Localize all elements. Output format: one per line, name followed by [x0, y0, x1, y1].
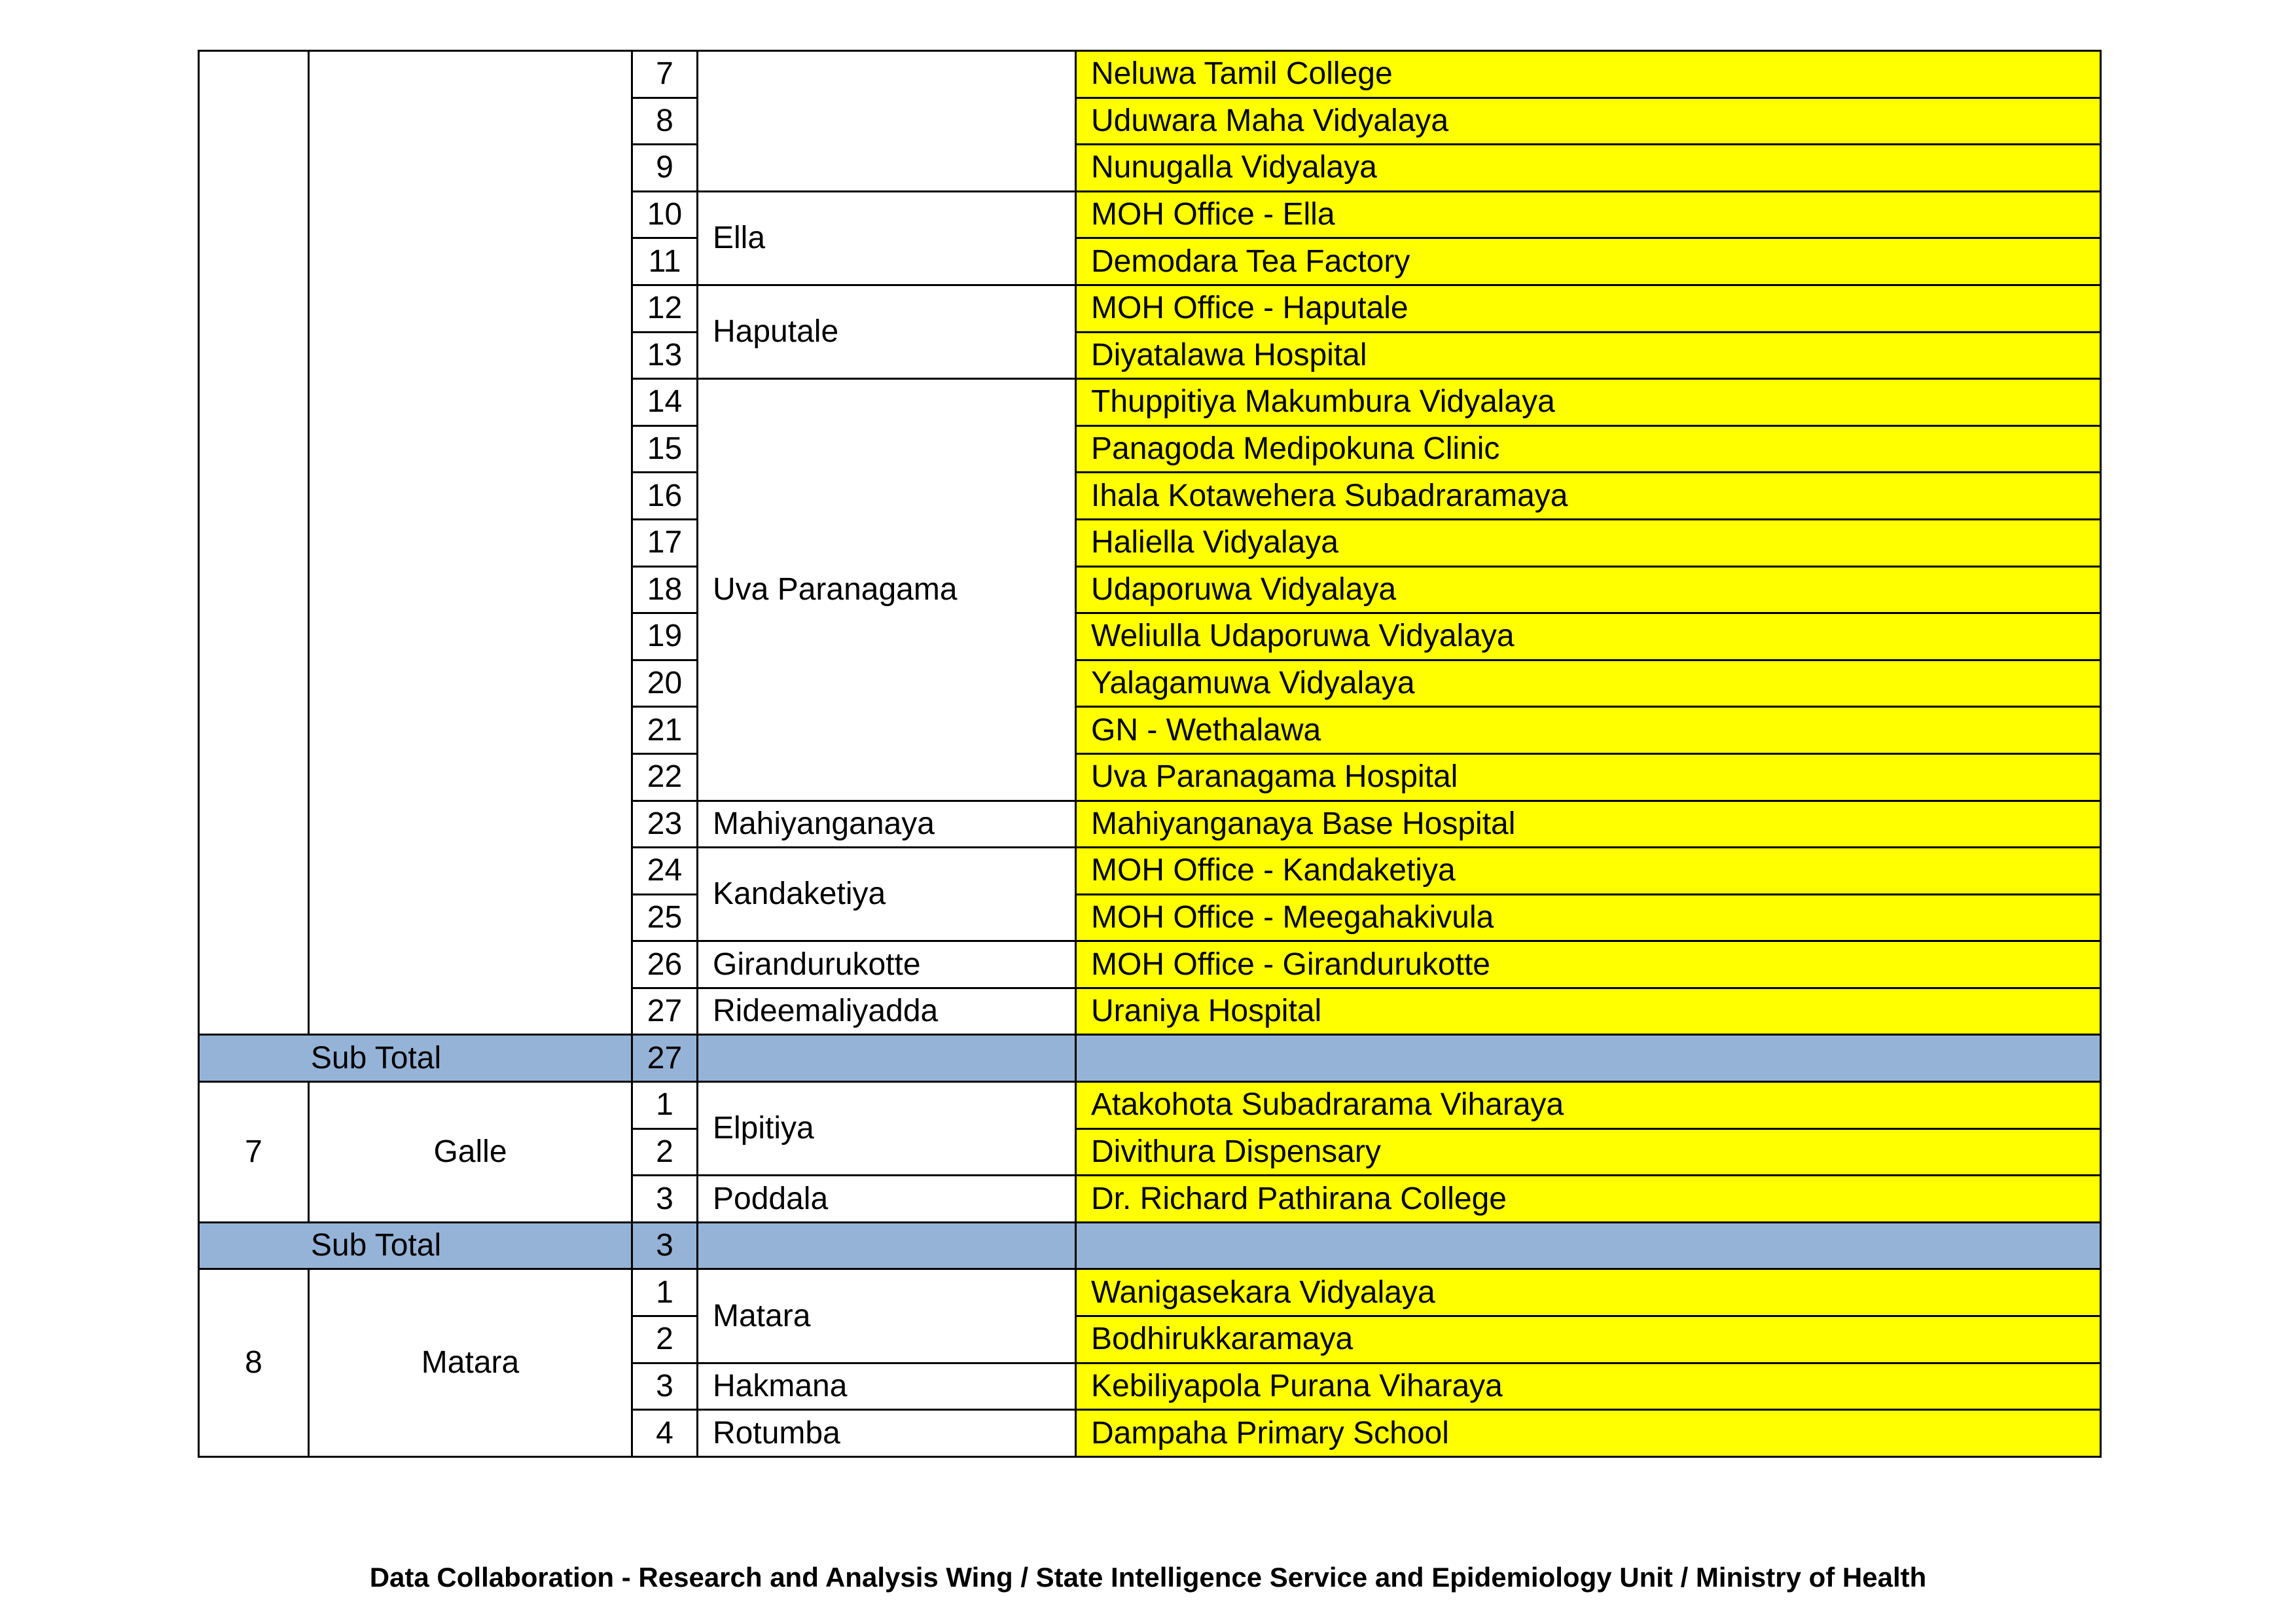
row-number: 19 — [632, 613, 698, 660]
location-cell: GN - Wethalawa — [1076, 707, 2101, 754]
location-cell: Ihala Kotawehera Subadraramaya — [1076, 473, 2101, 520]
moh-area-cell: Uva Paranagama — [698, 379, 1076, 801]
row-number: 4 — [632, 1410, 698, 1457]
location-cell: Bodhirukkaramaya — [1076, 1316, 2101, 1363]
location-cell: Kebiliyapola Purana Viharaya — [1076, 1363, 2101, 1410]
moh-area-cell: Elpitiya — [698, 1082, 1076, 1176]
row-number: 18 — [632, 566, 698, 613]
moh-area-cell: Girandurukotte — [698, 941, 1076, 988]
vaccination-centres-table — [198, 50, 2102, 1458]
province-no-cell: 7 — [199, 1082, 309, 1223]
province-no-cell: 8 — [199, 1269, 309, 1456]
row-number: 3 — [632, 1176, 698, 1223]
location-cell: MOH Office - Girandurukotte — [1076, 941, 2101, 988]
location-cell: Udaporuwa Vidyalaya — [1076, 566, 2101, 613]
row-number: 2 — [632, 1316, 698, 1363]
table-row — [199, 1269, 2101, 1316]
row-number: 10 — [632, 191, 698, 238]
row-number: 7 — [632, 51, 698, 98]
subtotal-count: 27 — [632, 1035, 698, 1082]
location-cell: Wanigasekara Vidyalaya — [1076, 1269, 2101, 1316]
location-cell: Mahiyanganaya Base Hospital — [1076, 801, 2101, 848]
row-number: 22 — [632, 753, 698, 801]
row-number: 13 — [632, 332, 698, 379]
row-number: 17 — [632, 519, 698, 566]
moh-area-cell: Rotumba — [698, 1410, 1076, 1457]
province-no-cell — [199, 51, 309, 1035]
subtotal-row — [199, 1222, 2101, 1269]
row-number: 25 — [632, 894, 698, 941]
table-row — [199, 1082, 2101, 1129]
subtotal-label: Sub Total — [199, 1035, 632, 1082]
moh-area-cell: Matara — [698, 1269, 1076, 1363]
row-number: 1 — [632, 1082, 698, 1129]
moh-area-cell: Haputale — [698, 285, 1076, 378]
row-number: 20 — [632, 660, 698, 707]
location-cell: Demodara Tea Factory — [1076, 238, 2101, 285]
row-number: 23 — [632, 801, 698, 848]
location-cell: MOH Office - Haputale — [1076, 285, 2101, 332]
subtotal-blank — [698, 1222, 1076, 1269]
location-cell: Yalagamuwa Vidyalaya — [1076, 660, 2101, 707]
subtotal-blank — [698, 1035, 1076, 1082]
moh-area-cell: Rideemaliyadda — [698, 988, 1076, 1035]
subtotal-label: Sub Total — [199, 1222, 632, 1269]
subtotal-count: 3 — [632, 1222, 698, 1269]
location-cell: Uraniya Hospital — [1076, 988, 2101, 1035]
district-cell: Matara — [309, 1269, 632, 1456]
subtotal-row — [199, 1035, 2101, 1082]
location-cell: MOH Office - Kandaketiya — [1076, 848, 2101, 895]
subtotal-blank — [1076, 1035, 2101, 1082]
row-number: 16 — [632, 473, 698, 520]
location-cell: Haliella Vidyalaya — [1076, 519, 2101, 566]
location-cell: Dampaha Primary School — [1076, 1410, 2101, 1457]
row-number: 8 — [632, 98, 698, 145]
location-cell: Atakohota Subadrarama Viharaya — [1076, 1082, 2101, 1129]
row-number: 12 — [632, 285, 698, 332]
location-cell: MOH Office - Meegahakivula — [1076, 894, 2101, 941]
moh-area-cell: Kandaketiya — [698, 848, 1076, 941]
moh-area-cell: Poddala — [698, 1176, 1076, 1223]
location-cell: Neluwa Tamil College — [1076, 51, 2101, 98]
row-number: 2 — [632, 1128, 698, 1176]
location-cell: Dr. Richard Pathirana College — [1076, 1176, 2101, 1223]
moh-area-cell: Hakmana — [698, 1363, 1076, 1410]
moh-area-cell — [698, 51, 1076, 192]
location-cell: Panagoda Medipokuna Clinic — [1076, 425, 2101, 473]
district-cell — [309, 51, 632, 1035]
row-number: 11 — [632, 238, 698, 285]
row-number: 14 — [632, 379, 698, 426]
location-cell: Uduwara Maha Vidyalaya — [1076, 98, 2101, 145]
location-cell: Uva Paranagama Hospital — [1076, 753, 2101, 801]
moh-area-cell: Mahiyanganaya — [698, 801, 1076, 848]
row-number: 24 — [632, 848, 698, 895]
location-cell: MOH Office - Ella — [1076, 191, 2101, 238]
location-cell: Thuppitiya Makumbura Vidyalaya — [1076, 379, 2101, 426]
row-number: 21 — [632, 707, 698, 754]
footer-credit: Data Collaboration - Research and Analysis Wing / State Intelligence Service and Epidemiology Unit / Ministry of Health — [369, 1562, 1927, 1593]
location-cell: Weliulla Udaporuwa Vidyalaya — [1076, 613, 2101, 660]
row-number: 3 — [632, 1363, 698, 1410]
row-number: 9 — [632, 145, 698, 192]
row-number: 1 — [632, 1269, 698, 1316]
row-number: 26 — [632, 941, 698, 988]
row-number: 27 — [632, 988, 698, 1035]
moh-area-cell: Ella — [698, 191, 1076, 285]
subtotal-blank — [1076, 1222, 2101, 1269]
location-cell: Diyatalawa Hospital — [1076, 332, 2101, 379]
row-number: 15 — [632, 425, 698, 473]
location-cell: Nunugalla Vidyalaya — [1076, 145, 2101, 192]
table-row — [199, 51, 2101, 98]
location-cell: Divithura Dispensary — [1076, 1128, 2101, 1176]
district-cell: Galle — [309, 1082, 632, 1223]
